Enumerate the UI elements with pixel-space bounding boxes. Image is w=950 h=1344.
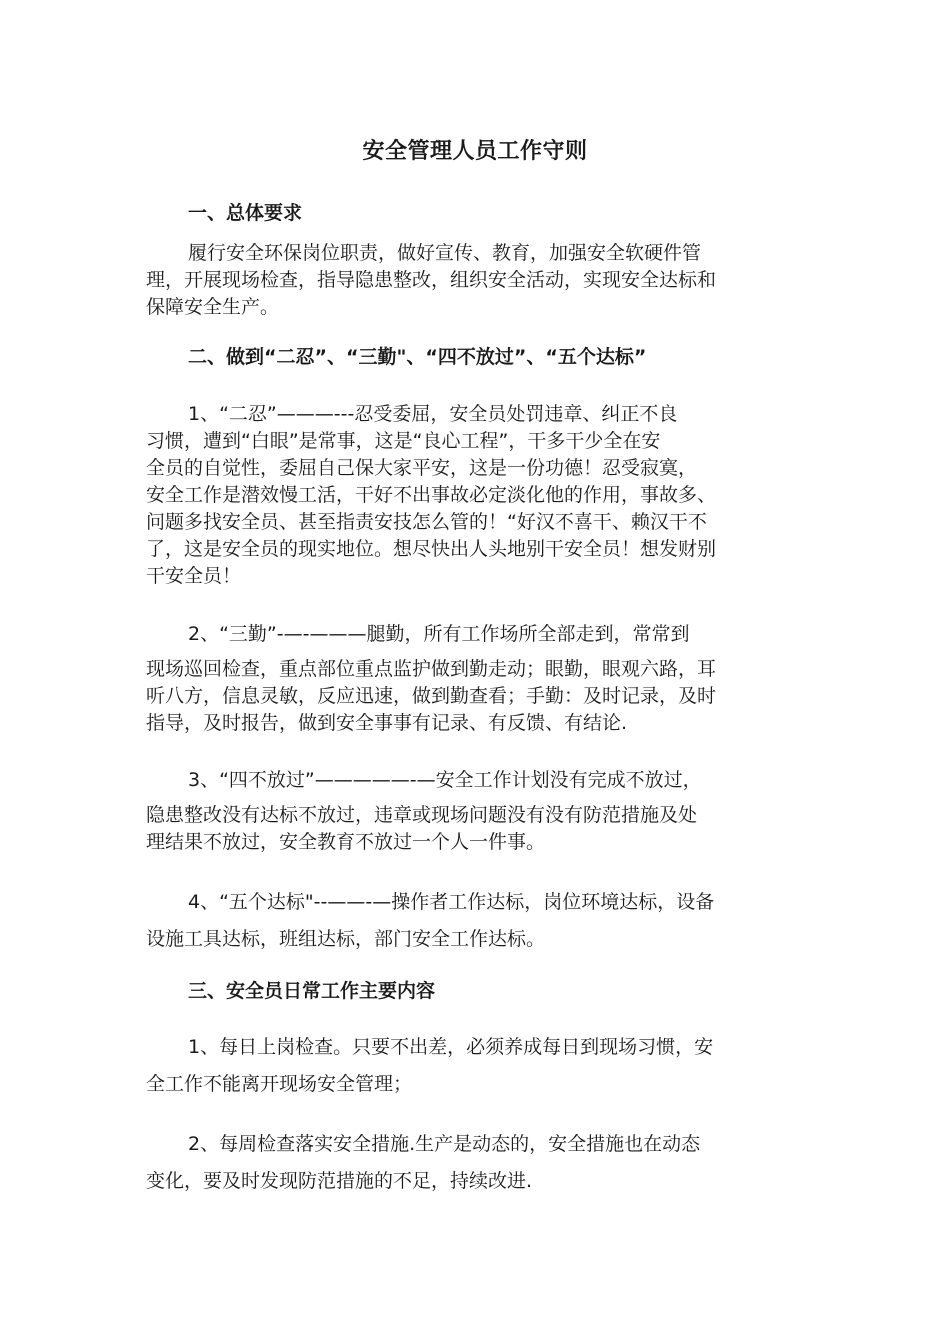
text-line: 理结果不放过，安全教育不放过一个人一件事。 bbox=[146, 831, 546, 853]
section-heading-principles: 二、做到“二忍”、“三勤"、“四不放过”、“五个达标” bbox=[188, 346, 647, 368]
paragraph-three-diligences bbox=[146, 621, 806, 737]
text-line: 指导，及时报告，做到安全事事有记录、有反馈、有结论. bbox=[146, 712, 628, 734]
text-line: 2、“三勤”-—-———腿勤，所有工作场所全部走到，常常到 bbox=[188, 623, 690, 645]
text-line: 理，开展现场检查，指导隐患整改，组织安全活动，实现安全达标和 bbox=[146, 269, 717, 291]
text-line: 1、每日上岗检查。只要不出差，必须养成每日到现场习惯，安 bbox=[188, 1036, 714, 1058]
page-title: 安全管理人员工作守则 bbox=[362, 139, 588, 164]
text-line: 3、“四不放过”—————-—安全工作计划没有完成不放过， bbox=[188, 769, 702, 791]
section-heading-general: 一、总体要求 bbox=[188, 202, 303, 224]
section-heading-daily-work: 三、安全员日常工作主要内容 bbox=[188, 980, 436, 1002]
paragraph-weekly-check bbox=[146, 1131, 806, 1195]
paragraph-daily-inspection bbox=[146, 1034, 806, 1098]
text-line: 变化，要及时发现防范措施的不足，持续改进. bbox=[146, 1170, 533, 1192]
paragraph-four-no-pass bbox=[146, 767, 806, 856]
text-line: 保障安全生产。 bbox=[146, 296, 280, 318]
text-line: 听八方，信息灵敏，反应迅速，做到勤查看；手勤：及时记录，及时 bbox=[146, 685, 717, 707]
paragraph-five-standards bbox=[146, 889, 806, 953]
text-line: 4、“五个达标"--——-—操作者工作达标，岗位环境达标，设备 bbox=[188, 891, 715, 913]
text-line: 隐患整改没有达标不放过，违章或现场问题没有没有防范措施及处 bbox=[146, 804, 698, 826]
paragraph-two-endures bbox=[146, 401, 806, 590]
text-line: 问题多找安全员、甚至指责安技怎么管的！“好汉不喜干、赖汉干不 bbox=[146, 511, 707, 533]
text-line: 全工作不能离开现场安全管理； bbox=[146, 1073, 413, 1095]
text-line: 安全工作是潜效慢工活，干好不出事故必定淡化他的作用，事故多、 bbox=[146, 484, 717, 506]
text-line: 1、“二忍”———---忍受委屈，安全员处罚违章、纠正不良 bbox=[188, 403, 678, 425]
text-line: 2、每周检查落实安全措施.生产是动态的，安全措施也在动态 bbox=[188, 1133, 701, 1155]
paragraph-general bbox=[146, 240, 806, 321]
text-line: 习惯，遭到“白眼”是常事，这是“良心工程”，干多干少全在安 bbox=[146, 430, 661, 452]
text-line: 全员的自觉性，委屈自己保大家平安，这是一份功德！忍受寂寞， bbox=[146, 457, 698, 479]
text-line: 了，这是安全员的现实地位。想尽快出人头地别干安全员！想发财别 bbox=[146, 538, 717, 560]
text-line: 设施工具达标，班组达标，部门安全工作达标。 bbox=[146, 928, 546, 950]
text-line: 干安全员！ bbox=[146, 565, 242, 587]
text-line: 现场巡回检查，重点部位重点监护做到勤走动；眼勤，眼观六路，耳 bbox=[146, 658, 717, 680]
text-line: 履行安全环保岗位职责，做好宣传、教育，加强安全软硬件管 bbox=[188, 242, 702, 264]
